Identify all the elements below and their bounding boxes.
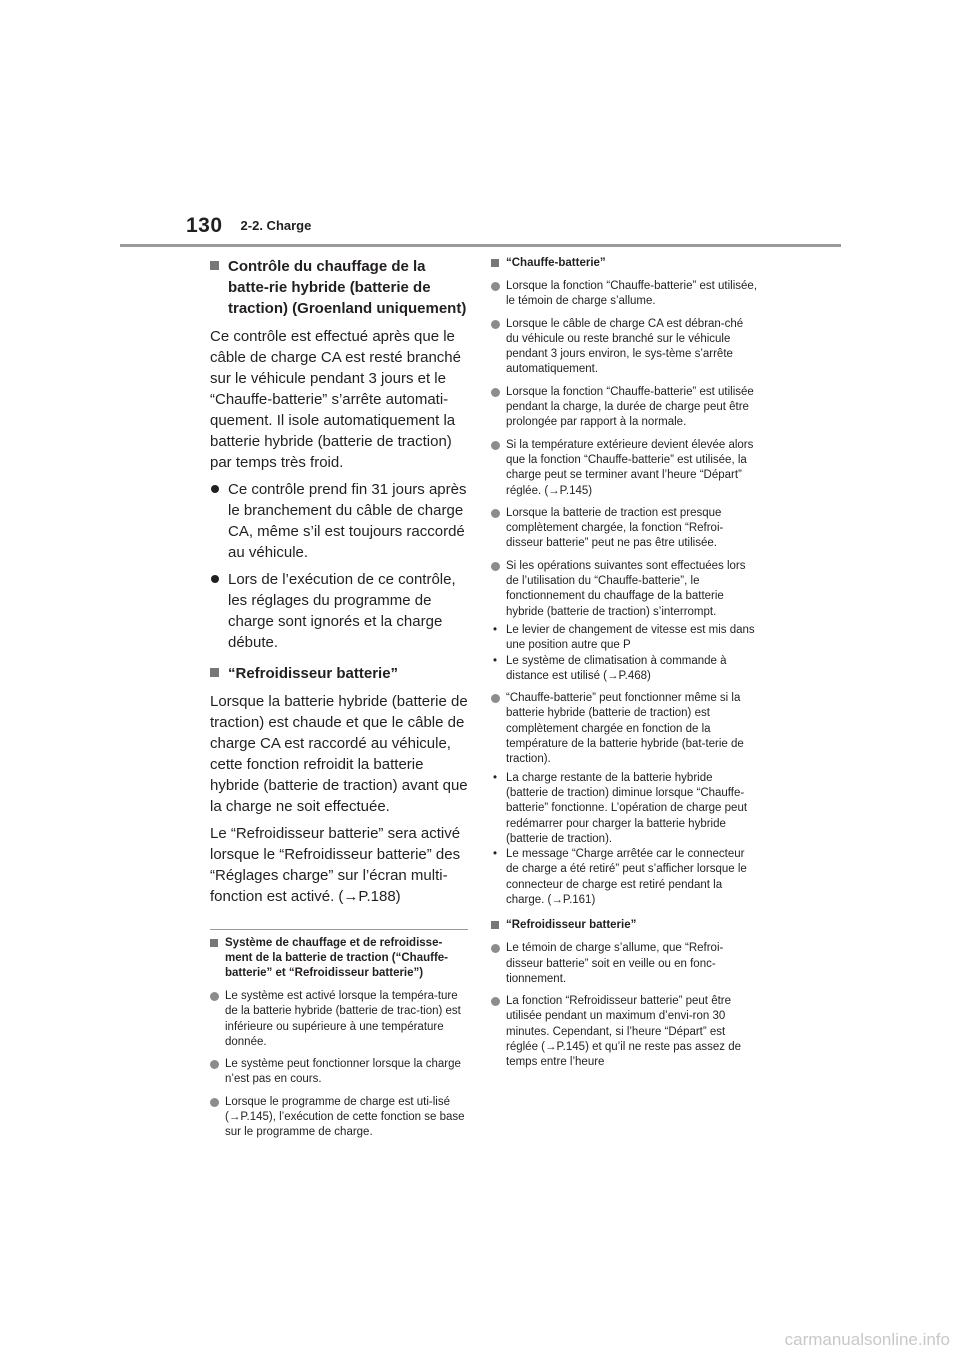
sub-item: • La charge restante de la batterie hybride (batterie de traction) diminue lorsque “Chauffe-batterie” fonctionne. L’opération de charge peut redémarrer pour charger la batterie hybride (batterie de traction).	[493, 771, 748, 845]
square-bullet-icon	[491, 259, 499, 267]
note-separator	[210, 929, 468, 930]
bullet-dot-icon	[491, 282, 500, 291]
note-item: Lorsque la fonction “Chauffe-batterie” est utilisée pendant la charge, la durée de charge peut être prolongée par rapport à la normale.	[491, 385, 757, 431]
heading-battery-cooler-notes: “Refroidisseur batterie”	[491, 918, 757, 933]
paragraph: Ce contrôle est effectué après que le câble de charge CA est resté branché sur le véhicule pendant 3 jours et le “Chauffe-batterie” s’arrête automati-quement. Il isole automatiquement la batterie hybride (batterie de traction) par temps très froid.	[210, 328, 461, 471]
small-bullet-icon: •	[493, 848, 498, 861]
page-number: 130	[186, 214, 223, 237]
square-bullet-icon	[210, 939, 218, 947]
heading-battery-heating-control: Contrôle du chauffage de la batte-rie hybride (batterie de traction) (Groenland uniquement)	[210, 256, 468, 319]
bullet-dot-icon	[491, 944, 500, 953]
square-bullet-icon	[491, 921, 499, 929]
small-bullet-icon: •	[493, 771, 498, 784]
note-item: Le système est activé lorsque la tempéra-ture de la batterie hybride (batterie de trac-tion) est inférieure ou supérieure à une température donnée.	[210, 989, 468, 1050]
header-rule	[120, 244, 841, 247]
sub-item: • Le système de climatisation à commande à distance est utilisé (→P.468)	[493, 654, 727, 682]
note-item: Le système peut fonctionner lorsque la charge n’est pas en cours.	[210, 1057, 468, 1088]
bullet-dot-icon	[211, 485, 219, 493]
sub-item: • Le levier de changement de vitesse est mis dans une position autre que P	[493, 623, 755, 652]
bullet-dot-icon	[210, 1060, 219, 1069]
bullet-dot-icon	[210, 1098, 219, 1107]
page-header	[186, 214, 311, 244]
note-item: Si les opérations suivantes sont effectuées lors de l’utilisation du “Chauffe-batterie”, le fonctionnement du chauffage de la batterie hybride (batterie de traction) s’interrompt.	[491, 559, 757, 620]
small-bullet-icon: •	[493, 654, 498, 667]
note-item: “Chauffe-batterie” peut fonctionner même si la batterie hybride (batterie de traction) est complètement chargée en fonction de la température de la batterie hybride (bat-terie de traction).	[491, 691, 757, 767]
note-item: Lorsque le programme de charge est uti-lisé (→P.145), l’exécution de cette fonction se base sur le programme de charge.	[210, 1095, 468, 1141]
note-item: Lorsque le câble de charge CA est débran-ché du véhicule ou reste branché sur le véhicule pendant 3 jours environ, le sys-tème s’arrête automatiquement.	[491, 317, 757, 378]
paragraph: Le “Refroidisseur batterie” sera activé lorsque le “Refroidisseur batterie” des “Réglages charge” sur l’écran multi-fonction est activé. (→P.188)	[210, 825, 461, 905]
sub-item: • Le message “Charge arrêtée car le connecteur de charge a été retiré” peut s’afficher lorsque le connecteur de charge est retiré pendant la charge. (→P.161)	[493, 848, 747, 906]
note-item: Lorsque la batterie de traction est presque complètement chargée, la fonction “Refroi-disseur batterie” peut ne pas être utilisée.	[491, 506, 757, 552]
bullet-dot-icon	[491, 388, 500, 397]
watermark: carmanualsonline.info	[784, 1330, 950, 1349]
bullet-item: Ce contrôle prend fin 31 jours après le branchement du câble de charge CA, même s’il est toujours raccordé au véhicule.	[210, 479, 468, 563]
bullet-dot-icon	[491, 694, 500, 703]
bullet-dot-icon	[491, 320, 500, 329]
note-heading: Système de chauffage et de refroidisse-ment de la batterie de traction (“Chauffe-batterie” et “Refroidisseur batterie”)	[210, 936, 468, 981]
left-column	[210, 256, 468, 1148]
square-bullet-icon	[210, 668, 219, 677]
bullet-dot-icon	[491, 562, 500, 571]
bullet-dot-icon	[491, 441, 500, 450]
heading-battery-cooler: “Refroidisseur batterie”	[210, 663, 468, 684]
bullet-dot-icon	[491, 997, 500, 1006]
bullet-dot-icon	[491, 509, 500, 518]
bullet-dot-icon	[210, 992, 219, 1001]
note-item: Lorsque la fonction “Chauffe-batterie” est utilisée, le témoin de charge s’allume.	[491, 279, 757, 310]
heading-battery-heater: “Chauffe-batterie”	[491, 256, 757, 271]
section-title: 2-2. Charge	[240, 218, 312, 233]
bullet-dot-icon	[211, 575, 219, 583]
square-bullet-icon	[210, 261, 219, 270]
note-item: La fonction “Refroidisseur batterie” peut être utilisée pendant un maximum d’envi-ron 30 minutes. Cependant, si l’heure “Départ” est réglée (→P.145) et qu’il ne reste pas assez de temps entre l’heure	[491, 994, 757, 1070]
bullet-item: Lors de l’exécution de ce contrôle, les réglages du programme de charge sont ignorés et la charge débute.	[210, 569, 468, 653]
right-column	[491, 256, 757, 1078]
note-item: Si la température extérieure devient élevée alors que la fonction “Chauffe-batterie” est utilisée, la charge peut se terminer avant l’heure “Départ” réglée. (→P.145)	[491, 438, 757, 499]
small-bullet-icon: •	[493, 623, 498, 636]
note-item: Le témoin de charge s’allume, que “Refroi-disseur batterie” soit en veille ou en fonc-tionnement.	[491, 941, 757, 987]
paragraph: Lorsque la batterie hybride (batterie de traction) est chaude et que le câble de charge CA est raccordé au véhicule, cette fonction refroidit la batterie hybride (batterie de traction) avant que la charge ne soit effectuée.	[210, 693, 468, 815]
